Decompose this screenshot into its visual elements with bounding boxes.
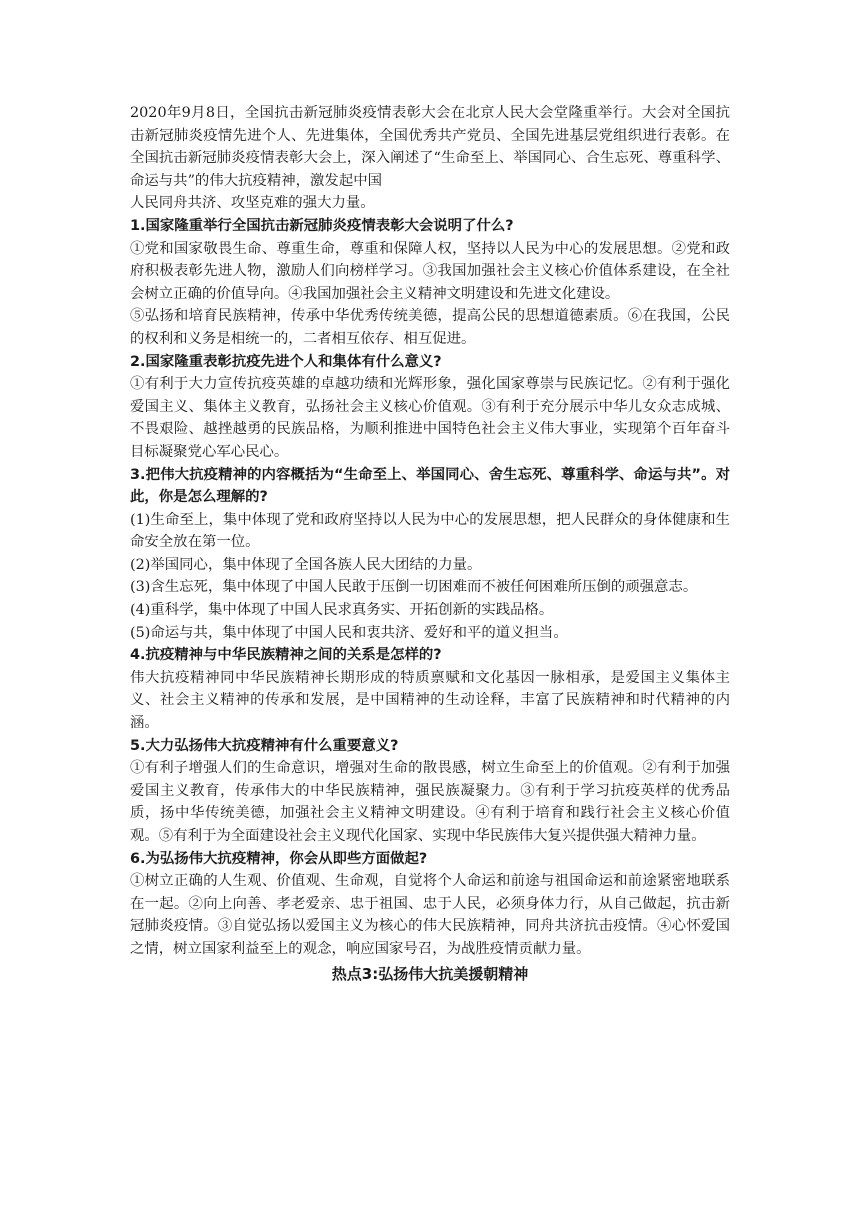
section-heading-hotspot-3: 热点3:弘扬伟大抗美援朝精神 bbox=[331, 964, 529, 983]
question-3-answer-1: (1)生命至上，集中体现了党和政府坚持以人民为中心的发展思想，把人民群众的身体健康和生命安全放在第一位。 bbox=[130, 511, 730, 551]
question-3-answer-2: (2)举国同心，集中体现了全国各族人民大团结的力量。 bbox=[130, 556, 482, 573]
question-3-answer-5: (5)命运与共，集中体现了中国人民和衷共济、爱好和平的道义担当。 bbox=[130, 624, 568, 641]
question-1-answer-2: ⑤弘扬和培育民族精神，传承中华优秀传统美德，提高公民的思想道德素质。⑥在我国，公民的权利和义务是相统一的，二者相互依存、相互促进。 bbox=[130, 308, 730, 347]
question-6-answer-1: ①树立正确的人生观、价值观、生命观，自觉将个人命运和前途与祖国命运和前途紧密地联系在一起。②向上向善、孝老爱亲、忠于祖国、忠于人民，必须身体力行，从自己做起，抗击新冠肺炎疫情。③自觉弘扬以爱国主义为核心的伟大民族精神，同舟共济抗击疫情。④心怀爱国之情，树立国家利益至上的观念，响应国家号召，为战胜疫情贡献力量。 bbox=[130, 873, 730, 957]
question-1-title: 1.国家隆重举行全国抗击新冠肺炎疫情表彰大会说明了什么? bbox=[130, 217, 514, 234]
question-6-title: 6.为弘扬伟大抗疫精神，你会从即些方面做起? bbox=[130, 850, 428, 867]
document-body bbox=[130, 102, 730, 985]
question-5-title: 5.大力弘扬伟大抗疫精神有什么重要意义? bbox=[130, 737, 399, 754]
question-3-answer-4: (4)重科学，集中体现了中国人民求真务实、开拓创新的实践品格。 bbox=[130, 602, 554, 619]
question-5-answer-1: ①有利子增强人们的生命意识，增强对生命的散畏感，树立生命至上的价值观。②有利于加强爱国主义教育，传承伟大的中华民族精神，强民族凝聚力。③有利于学习抗疫英样的优秀品质，扬中华传统美德，加强社会主义精神文明建设。④有利于培育和践行社会主义核心价值观。⑤有利于为全面建设社会主义现代化国家、实现中华民族伟大复兴提供强大精神力量。 bbox=[130, 760, 730, 844]
question-4-title: 4.抗疫精神与中华民族精神之间的关系是怎样的? bbox=[130, 647, 442, 664]
question-1-answer-1: ①党和国家敬畏生命、尊重生命，尊重和保障人权，坚持以人民为中心的发展思想。②党和政府积极表彰先进人物，激励人们向榜样学习。③我国加强社会主义核心价值体系建设，在全社会树立正确的价值导向。④我国加强社会主义精神文明建设和先进文化建设。 bbox=[130, 240, 730, 302]
question-4-answer-1: 伟大抗疫精神同中华民族精神长期形成的特质禀赋和文化基因一脉相承，是爱国主义集体主义、社会主义精神的传承和发展，是中国精神的生动诠释，丰富了民族精神和时代精神的内涵。 bbox=[130, 669, 730, 732]
intro-continuation: 人民同舟共济、攻坚克难的强大力量。 bbox=[130, 195, 375, 212]
question-2-title: 2.国家隆重表彰抗疫先进个人和集体有什么意义? bbox=[130, 353, 442, 370]
question-3-answer-3: (3)含生忘死，集中体现了中国人民敢于压倒一切困难而不被任何困难所压倒的顽强意志。 bbox=[130, 579, 698, 596]
question-2-answer-1: ①有利于大力宣传抗疫英雄的卓越功绩和光辉形象，强化国家尊崇与民族记忆。②有利于强化爱国主义、集体主义教育，弘扬社会主义核心价值观。③有利于充分展示中华儿女众志成城、不畏艰险、越挫越勇的民族品格，为顺利推进中国特色社会主义伟大事业，实现第个百年奋斗目标凝聚党心军心民心。 bbox=[130, 376, 730, 460]
intro-paragraph: 2020年9月8日，全国抗击新冠肺炎疫情表彰大会在北京人民大会堂隆重举行。大会对全国抗击新冠肺炎疫情先进个人、先进集体，全国优秀共产党员、全国先进基层党组织进行表彰。在全国抗击新冠肺炎疫情表彰大会上，深入阐述了“生命至上、举国同心、合生忘死、尊重科学、命运与共”的伟大抗疫精神，激发起中国 bbox=[130, 105, 730, 189]
question-3-title: 3.把伟大抗疫精神的内容概括为“生命至上、举国同心、舍生忘死、尊重科学、命运与共”。对此，你是怎么理解的? bbox=[130, 466, 730, 506]
